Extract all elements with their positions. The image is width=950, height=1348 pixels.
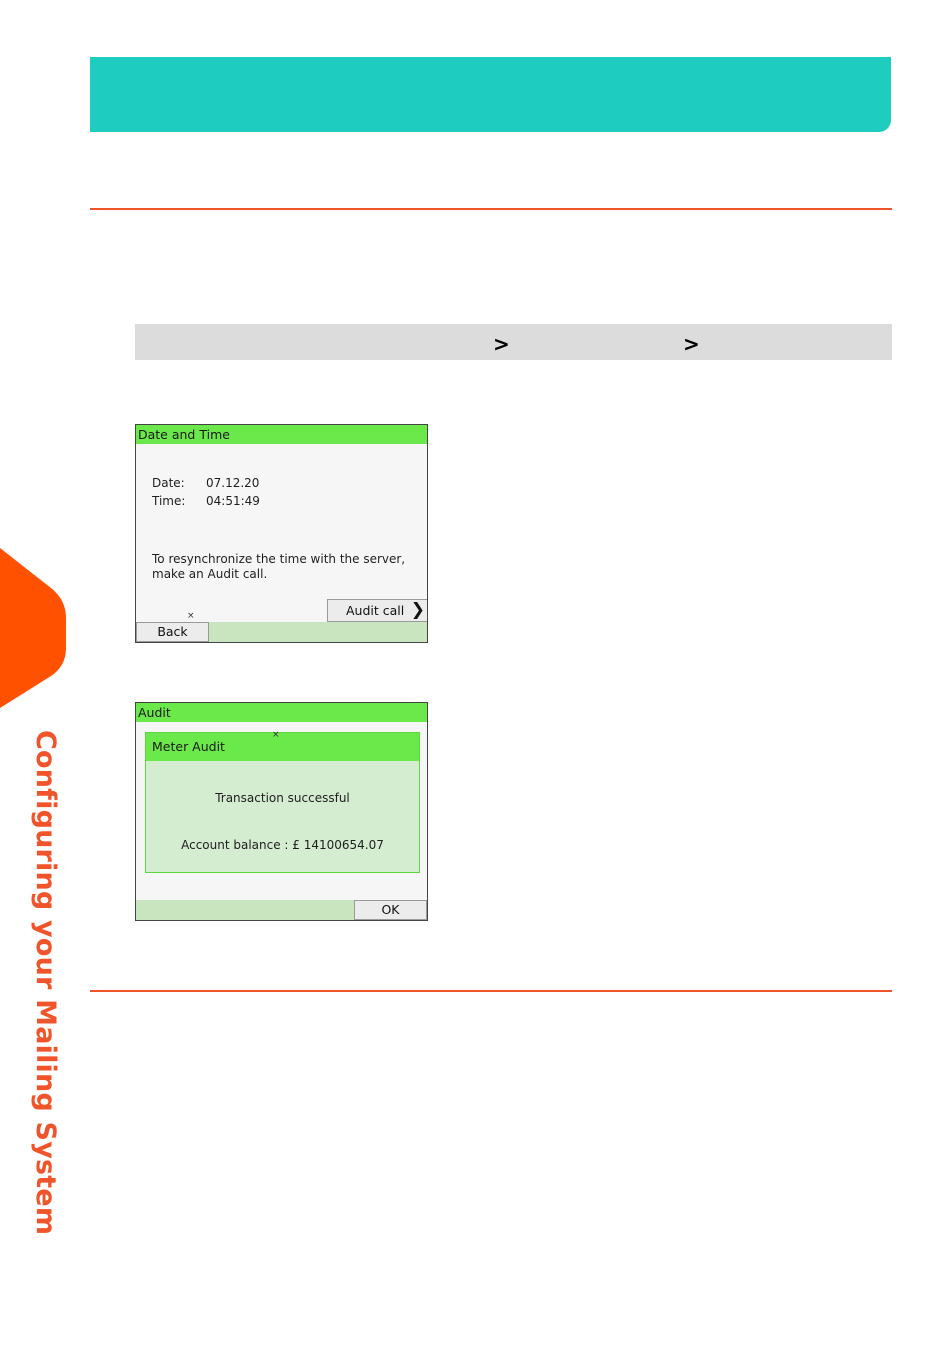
section-divider-bottom [90,990,892,992]
menu-path-bar [135,324,892,360]
audit-call-button[interactable] [327,599,428,622]
screen-title: Audit [136,703,427,722]
date-time-screen [135,424,428,643]
back-button[interactable]: Back [136,622,209,642]
date-label: Date: [152,476,185,490]
meter-audit-panel [145,732,420,873]
close-icon: × [272,730,280,740]
chapter-tab [0,548,66,708]
resync-message-line-2: make an Audit call. [152,567,268,581]
transaction-status: Transaction successful [215,791,350,805]
date-value: 07.12.20 [206,476,260,490]
ok-button[interactable]: OK [354,900,427,920]
time-label: Time: [152,494,186,508]
header-banner [90,57,891,132]
chapter-title: Configuring your Mailing System [30,730,61,1236]
time-value: 04:51:49 [206,494,260,508]
path-separator-1: > [493,332,510,356]
panel-title: Meter Audit [146,733,419,761]
audit-screen [135,702,428,921]
resync-message-line-1: To resynchronize the time with the server, [152,552,406,566]
screen-title: Date and Time [136,425,427,444]
close-icon: × [187,611,195,621]
chevron-right-icon: ❯ [410,600,425,620]
section-divider-top [90,208,892,210]
path-separator-2: > [683,332,700,356]
audit-call-label: Audit call [346,603,405,618]
account-balance: Account balance : £ 14100654.07 [181,838,384,852]
